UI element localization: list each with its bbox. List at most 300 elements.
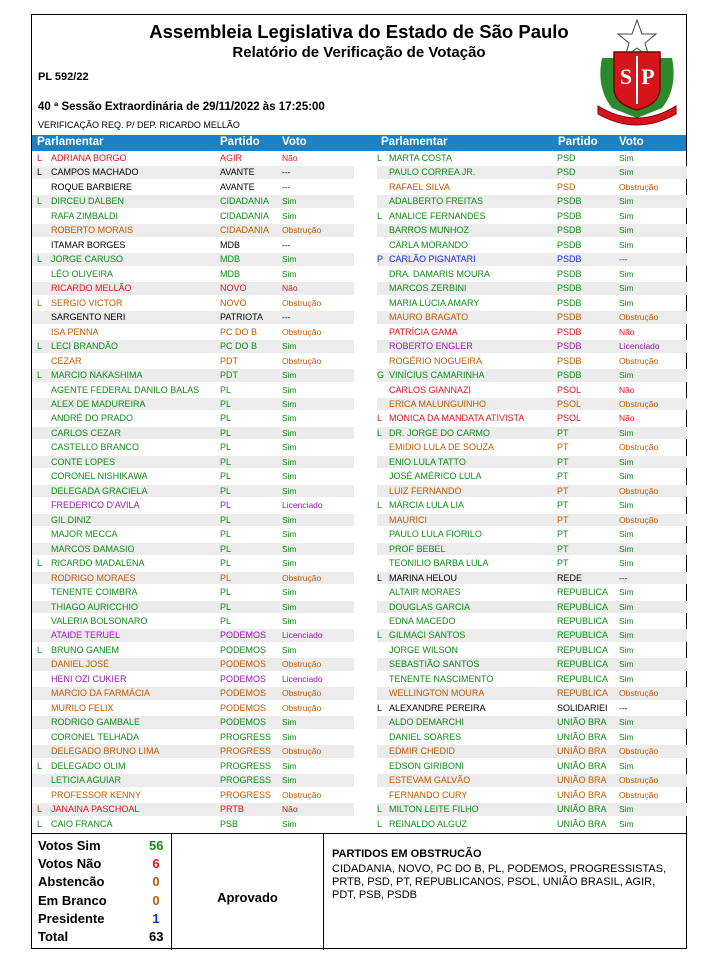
leader-mark: L — [37, 196, 43, 207]
table-row — [32, 600, 354, 614]
table-row — [32, 527, 354, 541]
table-row — [377, 238, 687, 252]
deputy-name: VALERIA BOLSONARO — [51, 616, 148, 626]
deputy-name: WELLINGTON MOURA — [389, 688, 485, 699]
vote-value: Sim — [282, 644, 297, 655]
deputy-name: MARTA COSTA — [389, 153, 453, 163]
total-value: 1 — [152, 910, 160, 926]
total-row — [38, 929, 163, 947]
table-row — [377, 165, 687, 179]
total-label: Em Branco — [38, 892, 107, 908]
deputy-name: MARINA HELOU — [389, 572, 458, 583]
table-row — [377, 657, 687, 671]
party-name: UNIÃO BRA — [557, 746, 607, 757]
table-row — [377, 730, 687, 744]
vote-value: Sim — [619, 731, 634, 742]
deputy-name: MURILO FELIX — [51, 702, 114, 713]
party-name: PROGRESS — [220, 731, 272, 742]
leader-mark: L — [377, 804, 383, 815]
deputy-name: PROF BEBEL — [389, 543, 446, 554]
table-row — [32, 223, 354, 237]
party-name: PROGRESS — [220, 775, 272, 786]
deputy-name: MAJOR MECCA — [51, 529, 118, 540]
report-frame — [31, 14, 687, 949]
party-name: PSOL — [557, 384, 582, 395]
report-subtitle: Relatório de Verificação de Votação — [232, 44, 486, 61]
table-row — [377, 556, 687, 570]
vote-value: Sim — [282, 427, 297, 438]
party-name: PT — [557, 442, 569, 453]
deputy-name: CARLA MORANDO — [389, 239, 469, 250]
vote-value: Sim — [282, 442, 297, 453]
table-row — [377, 542, 687, 556]
vote-value: Sim — [282, 210, 297, 221]
table-row — [32, 238, 354, 252]
vote-value: Sim — [282, 456, 297, 467]
vote-value: Obstrução — [619, 355, 659, 366]
party-name: MDB — [220, 254, 240, 265]
deputy-name: CEZAR — [51, 355, 82, 366]
party-name: PL — [220, 398, 232, 409]
deputy-name: ANALICE FERNANDES — [389, 210, 486, 221]
leader-mark: L — [37, 818, 43, 829]
party-name: PDT — [220, 355, 238, 366]
leader-mark: L — [37, 341, 43, 352]
votes-column-left — [32, 151, 354, 831]
deputy-name: ROGÉRIO NOGUEIRA — [389, 355, 483, 366]
vote-value: Não — [619, 384, 635, 395]
deputy-name: MILTON LEITE FILHO — [389, 804, 479, 815]
vote-value: Sim — [282, 370, 297, 381]
vote-value: Obstrução — [282, 789, 322, 800]
party-name: REPUBLICA — [557, 587, 609, 598]
leader-mark: L — [37, 153, 43, 163]
vote-value: Obstrução — [619, 514, 659, 525]
total-label: Total — [38, 929, 69, 944]
table-row — [32, 556, 354, 570]
vote-value: Obstrução — [282, 659, 322, 670]
deputy-name: DRA. DAMARIS MOURA — [389, 268, 491, 279]
party-name: PODEMOS — [220, 702, 267, 713]
vote-value: Obstrução — [282, 355, 322, 366]
table-row — [32, 325, 354, 339]
deputy-name: JOSÉ AMÉRICO LULA — [389, 471, 482, 482]
total-label: Votos Não — [38, 856, 102, 872]
party-name: PL — [220, 587, 232, 598]
vote-value: Sim — [619, 196, 634, 207]
deputy-name: MARCOS DAMASIO — [51, 543, 135, 554]
vote-value: Sim — [619, 268, 634, 279]
table-row — [32, 281, 354, 295]
party-name: PL — [220, 558, 232, 569]
deputy-name: GILMACI SANTOS — [389, 630, 466, 641]
total-label: Votos Sim — [38, 838, 101, 853]
party-name: REPUBLICA — [557, 601, 609, 612]
deputy-name: JORGE CARUSO — [51, 254, 124, 265]
deputy-name: MARCIO NAKASHIMA — [51, 370, 143, 381]
table-row — [377, 817, 687, 831]
total-label: Presidente — [38, 910, 105, 926]
deputy-name: ENIO LULA TATTO — [389, 456, 466, 467]
deputy-name: ATAIDE TERUEL — [51, 630, 121, 641]
party-name: PL — [220, 442, 232, 453]
vote-value: Sim — [619, 717, 634, 728]
party-name: PL — [220, 485, 232, 496]
party-name: PL — [220, 601, 232, 612]
table-row — [377, 600, 687, 614]
table-row — [377, 484, 687, 498]
vote-value: Obstrução — [282, 702, 322, 713]
table-row — [32, 440, 354, 454]
deputy-name: MARIA LÚCIA AMARY — [389, 297, 480, 308]
party-name: PT — [557, 471, 569, 482]
deputy-name: ROBERTO MORAIS — [51, 225, 134, 236]
leader-mark: L — [37, 297, 43, 308]
deputy-name: RODRIGO MORAES — [51, 572, 136, 583]
votes-column-right — [377, 151, 687, 831]
table-row — [377, 440, 687, 454]
deputy-name: ROQUE BARBIERE — [51, 181, 133, 192]
table-row — [377, 628, 687, 642]
vote-value: Obstrução — [619, 775, 659, 786]
party-name: PT — [557, 514, 569, 525]
vote-value: --- — [282, 167, 291, 178]
party-name: PT — [557, 558, 569, 569]
deputy-name: RICARDO MELLÃO — [51, 283, 132, 294]
table-row — [32, 730, 354, 744]
table-row — [377, 715, 687, 729]
table-row — [377, 281, 687, 295]
party-name: PODEMOS — [220, 673, 267, 684]
leader-mark: L — [37, 804, 43, 815]
vote-value: Obstrução — [619, 746, 659, 757]
vote-value: Licenciado — [282, 500, 323, 511]
vote-value: Obstrução — [282, 326, 322, 337]
deputy-name: DELEGADO BRUNO LIMA — [51, 746, 160, 757]
table-row — [377, 151, 687, 165]
total-row — [38, 874, 163, 892]
vote-value: Sim — [282, 760, 297, 771]
party-name: PDT — [220, 370, 238, 381]
leader-mark: L — [37, 167, 43, 178]
table-row — [32, 802, 354, 816]
total-value: 63 — [149, 929, 164, 944]
party-name: PT — [557, 427, 569, 438]
table-row — [32, 759, 354, 773]
leader-mark: P — [377, 254, 384, 265]
party-name: PRTB — [220, 804, 244, 815]
table-row — [32, 657, 354, 671]
deputy-name: EDNA MACEDO — [389, 616, 456, 626]
party-name: REPUBLICA — [557, 644, 609, 655]
summary-section — [32, 833, 686, 948]
party-name: REPUBLICA — [557, 616, 609, 626]
vote-value: Sim — [282, 529, 297, 540]
table-row — [32, 773, 354, 787]
vote-value: Sim — [619, 471, 634, 482]
party-name: UNIÃO BRA — [557, 731, 607, 742]
table-row — [32, 817, 354, 831]
deputy-name: RAFAEL SILVA — [389, 181, 450, 192]
vote-value: Sim — [619, 153, 634, 163]
vote-value: Obstrução — [619, 485, 659, 496]
deputy-name: MONICA DA MANDATA ATIVISTA — [389, 413, 525, 424]
vote-value: Sim — [619, 370, 634, 381]
deputy-name: JANAINA PASCHOAL — [51, 804, 140, 815]
vote-value: Não — [619, 413, 635, 424]
deputy-name: SERGIO VICTOR — [51, 297, 123, 308]
deputy-name: PROFESSOR KENNY — [51, 789, 142, 800]
table-row — [377, 469, 687, 483]
obstruction-list: CIDADANIA, NOVO, PC DO B, PL, PODEMOS, PROGRESSISTAS, PRTB, PSD, PT, REPUBLICANOS, PSOL, UNIÃO BRASIL, AGIR, PDT, PSB, PSDB — [332, 863, 667, 901]
table-row — [32, 411, 354, 425]
party-name: PSD — [557, 167, 576, 178]
deputy-name: DIRCEU DALBEN — [51, 196, 125, 207]
deputy-name: MÁRCIA LULA LIA — [389, 500, 465, 511]
deputy-name: RICARDO MADALENA — [51, 558, 145, 569]
table-row — [377, 744, 687, 758]
leader-mark: L — [377, 427, 383, 438]
vote-value: Obstrução — [282, 297, 322, 308]
session-info: 40 ª Sessão Extraordinária de 29/11/2022 às 17:25:00 — [38, 101, 325, 113]
vote-value: Sim — [619, 587, 634, 598]
table-row — [32, 484, 354, 498]
vote-value: Obstrução — [619, 398, 659, 409]
party-name: PT — [557, 485, 569, 496]
party-name: UNIÃO BRA — [557, 717, 607, 728]
party-name: PL — [220, 529, 232, 540]
table-row — [32, 165, 354, 179]
assembly-title: Assembleia Legislativa do Estado de São Paulo — [149, 21, 569, 42]
party-name: REPUBLICA — [557, 688, 609, 699]
party-name: PSDB — [557, 341, 582, 352]
vote-value: Obstrução — [282, 225, 322, 236]
deputy-name: ANDRÉ DO PRADO — [51, 413, 134, 424]
table-row — [32, 383, 354, 397]
table-row — [32, 426, 354, 440]
party-name: AVANTE — [220, 167, 255, 178]
party-name: PSDB — [557, 326, 582, 337]
leader-mark: L — [377, 500, 383, 511]
leader-mark: L — [37, 760, 43, 771]
party-name: PSDB — [557, 268, 582, 279]
vote-value: Sim — [282, 543, 297, 554]
leader-mark: L — [377, 153, 383, 163]
party-name: PL — [220, 616, 232, 626]
table-row — [32, 542, 354, 556]
deputy-name: LETICIA AGUIAR — [51, 775, 122, 786]
vote-value: Obstrução — [282, 746, 322, 757]
deputy-name: PAULO LULA FIORILO — [389, 529, 482, 540]
vote-value: Sim — [282, 196, 297, 207]
vote-value: Obstrução — [619, 688, 659, 699]
party-name: PL — [220, 384, 232, 395]
deputy-name: LÉO OLIVEIRA — [51, 268, 114, 279]
party-name: PSDB — [557, 370, 582, 381]
leader-mark: G — [377, 370, 385, 381]
vote-value: Sim — [619, 818, 634, 829]
col-header-parlamentar: Parlamentar — [37, 136, 104, 148]
deputy-name: TENENTE COIMBRA — [51, 587, 138, 598]
table-row — [32, 354, 354, 368]
vote-value: Sim — [619, 630, 634, 641]
party-name: PSD — [557, 153, 576, 163]
deputy-name: CORONEL TELHADA — [51, 731, 140, 742]
col-header-voto: Voto — [619, 136, 644, 148]
party-name: PT — [557, 500, 569, 511]
party-name: CIDADANIA — [220, 196, 270, 207]
vote-value: Sim — [282, 731, 297, 742]
table-row — [377, 455, 687, 469]
table-row — [377, 773, 687, 787]
vote-value: Sim — [282, 398, 297, 409]
party-name: UNIÃO BRA — [557, 804, 607, 815]
total-row — [38, 856, 163, 874]
vote-value: Sim — [619, 225, 634, 236]
vote-value: Sim — [619, 529, 634, 540]
table-row — [377, 411, 687, 425]
vote-value: --- — [282, 181, 291, 192]
party-name: PL — [220, 471, 232, 482]
party-name: PT — [557, 529, 569, 540]
deputy-name: ALEXANDRE PEREIRA — [389, 702, 486, 713]
vote-value: Obstrução — [282, 572, 322, 583]
vote-value: Sim — [282, 818, 297, 829]
table-row — [32, 643, 354, 657]
table-row — [32, 788, 354, 802]
deputy-name: ERICA MALUNGUINHO — [389, 398, 487, 409]
deputy-name: LECI BRANDÃO — [51, 341, 119, 352]
vote-value: Sim — [282, 775, 297, 786]
table-row — [32, 585, 354, 599]
table-row — [32, 628, 354, 642]
table-row — [377, 672, 687, 686]
deputy-name: CORONEL NISHIKAWA — [51, 471, 148, 482]
deputy-name: DOUGLAS GARCIA — [389, 601, 471, 612]
deputy-name: DR. JORGE DO CARMO — [389, 427, 491, 438]
party-name: CIDADANIA — [220, 210, 270, 221]
vote-value: --- — [619, 572, 628, 583]
deputy-name: BARROS MUNHOZ — [389, 225, 470, 236]
vote-value: Sim — [282, 485, 297, 496]
party-name: PROGRESS — [220, 789, 272, 800]
party-name: PSDB — [557, 210, 582, 221]
deputy-name: AGENTE FEDERAL DANILO BALAS — [51, 384, 200, 395]
vote-value: Obstrução — [619, 789, 659, 800]
party-name: SOLIDARIEI — [557, 702, 608, 713]
party-name: REPUBLICA — [557, 630, 609, 641]
vote-value: Sim — [282, 587, 297, 598]
vote-value: Obstrução — [619, 312, 659, 323]
party-name: PSDB — [557, 312, 582, 323]
deputy-name: EDSON GIRIBONI — [389, 760, 465, 771]
table-row — [377, 354, 687, 368]
col-header-partido: Partido — [220, 136, 260, 148]
table-row — [377, 701, 687, 715]
party-name: PSDB — [557, 297, 582, 308]
party-name: UNIÃO BRA — [557, 775, 607, 786]
table-row — [32, 296, 354, 310]
leader-mark: L — [37, 644, 43, 655]
vote-value: Obstrução — [619, 181, 659, 192]
party-name: PATRIOTA — [220, 312, 264, 323]
party-name: AVANTE — [220, 181, 255, 192]
party-name: AGIR — [220, 153, 243, 163]
deputy-name: TEONILIO BARBA LULA — [389, 558, 489, 569]
total-value: 6 — [152, 856, 160, 872]
party-name: PODEMOS — [220, 630, 267, 641]
vote-value: Sim — [619, 616, 634, 626]
result-status: Aprovado — [217, 890, 278, 905]
table-row — [377, 223, 687, 237]
leader-mark: L — [377, 413, 383, 424]
deputy-name: PAULO CORREA JR. — [389, 167, 476, 178]
party-name: PROGRESS — [220, 760, 272, 771]
total-value: 0 — [152, 874, 160, 890]
vote-value: Sim — [282, 254, 297, 265]
total-label: Abstencão — [38, 874, 105, 890]
col-header-parlamentar: Parlamentar — [381, 136, 448, 148]
table-row — [32, 310, 354, 324]
table-row — [377, 267, 687, 281]
party-name: MDB — [220, 268, 240, 279]
deputy-name: VINÍCIUS CAMARINHA — [389, 370, 485, 381]
vote-value: Sim — [282, 601, 297, 612]
table-row — [32, 267, 354, 281]
vote-value: Sim — [619, 760, 634, 771]
deputy-name: GIL DINIZ — [51, 514, 92, 525]
table-row — [377, 180, 687, 194]
vote-value: Sim — [619, 210, 634, 221]
leader-mark: L — [377, 210, 383, 221]
party-name: REDE — [557, 572, 583, 583]
party-name: PL — [220, 456, 232, 467]
deputy-name: FERNANDO CURY — [389, 789, 468, 800]
obstruction-title: PARTIDOS EM OBSTRUCÃO — [332, 848, 482, 860]
party-name: PODEMOS — [220, 688, 267, 699]
deputy-name: CARLOS CEZAR — [51, 427, 122, 438]
table-row — [32, 614, 354, 628]
party-name: REPUBLICA — [557, 673, 609, 684]
deputy-name: RODRIGO GAMBALE — [51, 717, 141, 728]
deputy-name: JORGE WILSON — [389, 644, 459, 655]
leader-mark: L — [377, 818, 383, 829]
result-box — [172, 834, 324, 950]
vote-value: Licenciado — [619, 341, 660, 352]
party-name: PSDB — [557, 355, 582, 366]
deputy-name: ADALBERTO FREITAS — [389, 196, 484, 207]
vote-value: Sim — [619, 601, 634, 612]
table-row — [32, 194, 354, 208]
table-row — [32, 513, 354, 527]
total-value: 56 — [149, 838, 164, 853]
table-header — [32, 135, 686, 151]
table-row — [377, 209, 687, 223]
table-row — [377, 759, 687, 773]
party-name: PC DO B — [220, 341, 258, 352]
table-row — [377, 368, 687, 382]
bill-number: PL 592/22 — [38, 71, 89, 83]
table-row — [377, 571, 687, 585]
table-row — [32, 252, 354, 266]
total-row — [38, 893, 163, 911]
party-name: PSDB — [557, 225, 582, 236]
deputy-name: SEBASTIÃO SANTOS — [389, 659, 480, 670]
deputy-name: ESTEVAM GALVÃO — [389, 775, 471, 786]
vote-value: Sim — [282, 471, 297, 482]
party-name: PL — [220, 543, 232, 554]
deputy-name: CARLOS GIANNAZI — [389, 384, 472, 395]
